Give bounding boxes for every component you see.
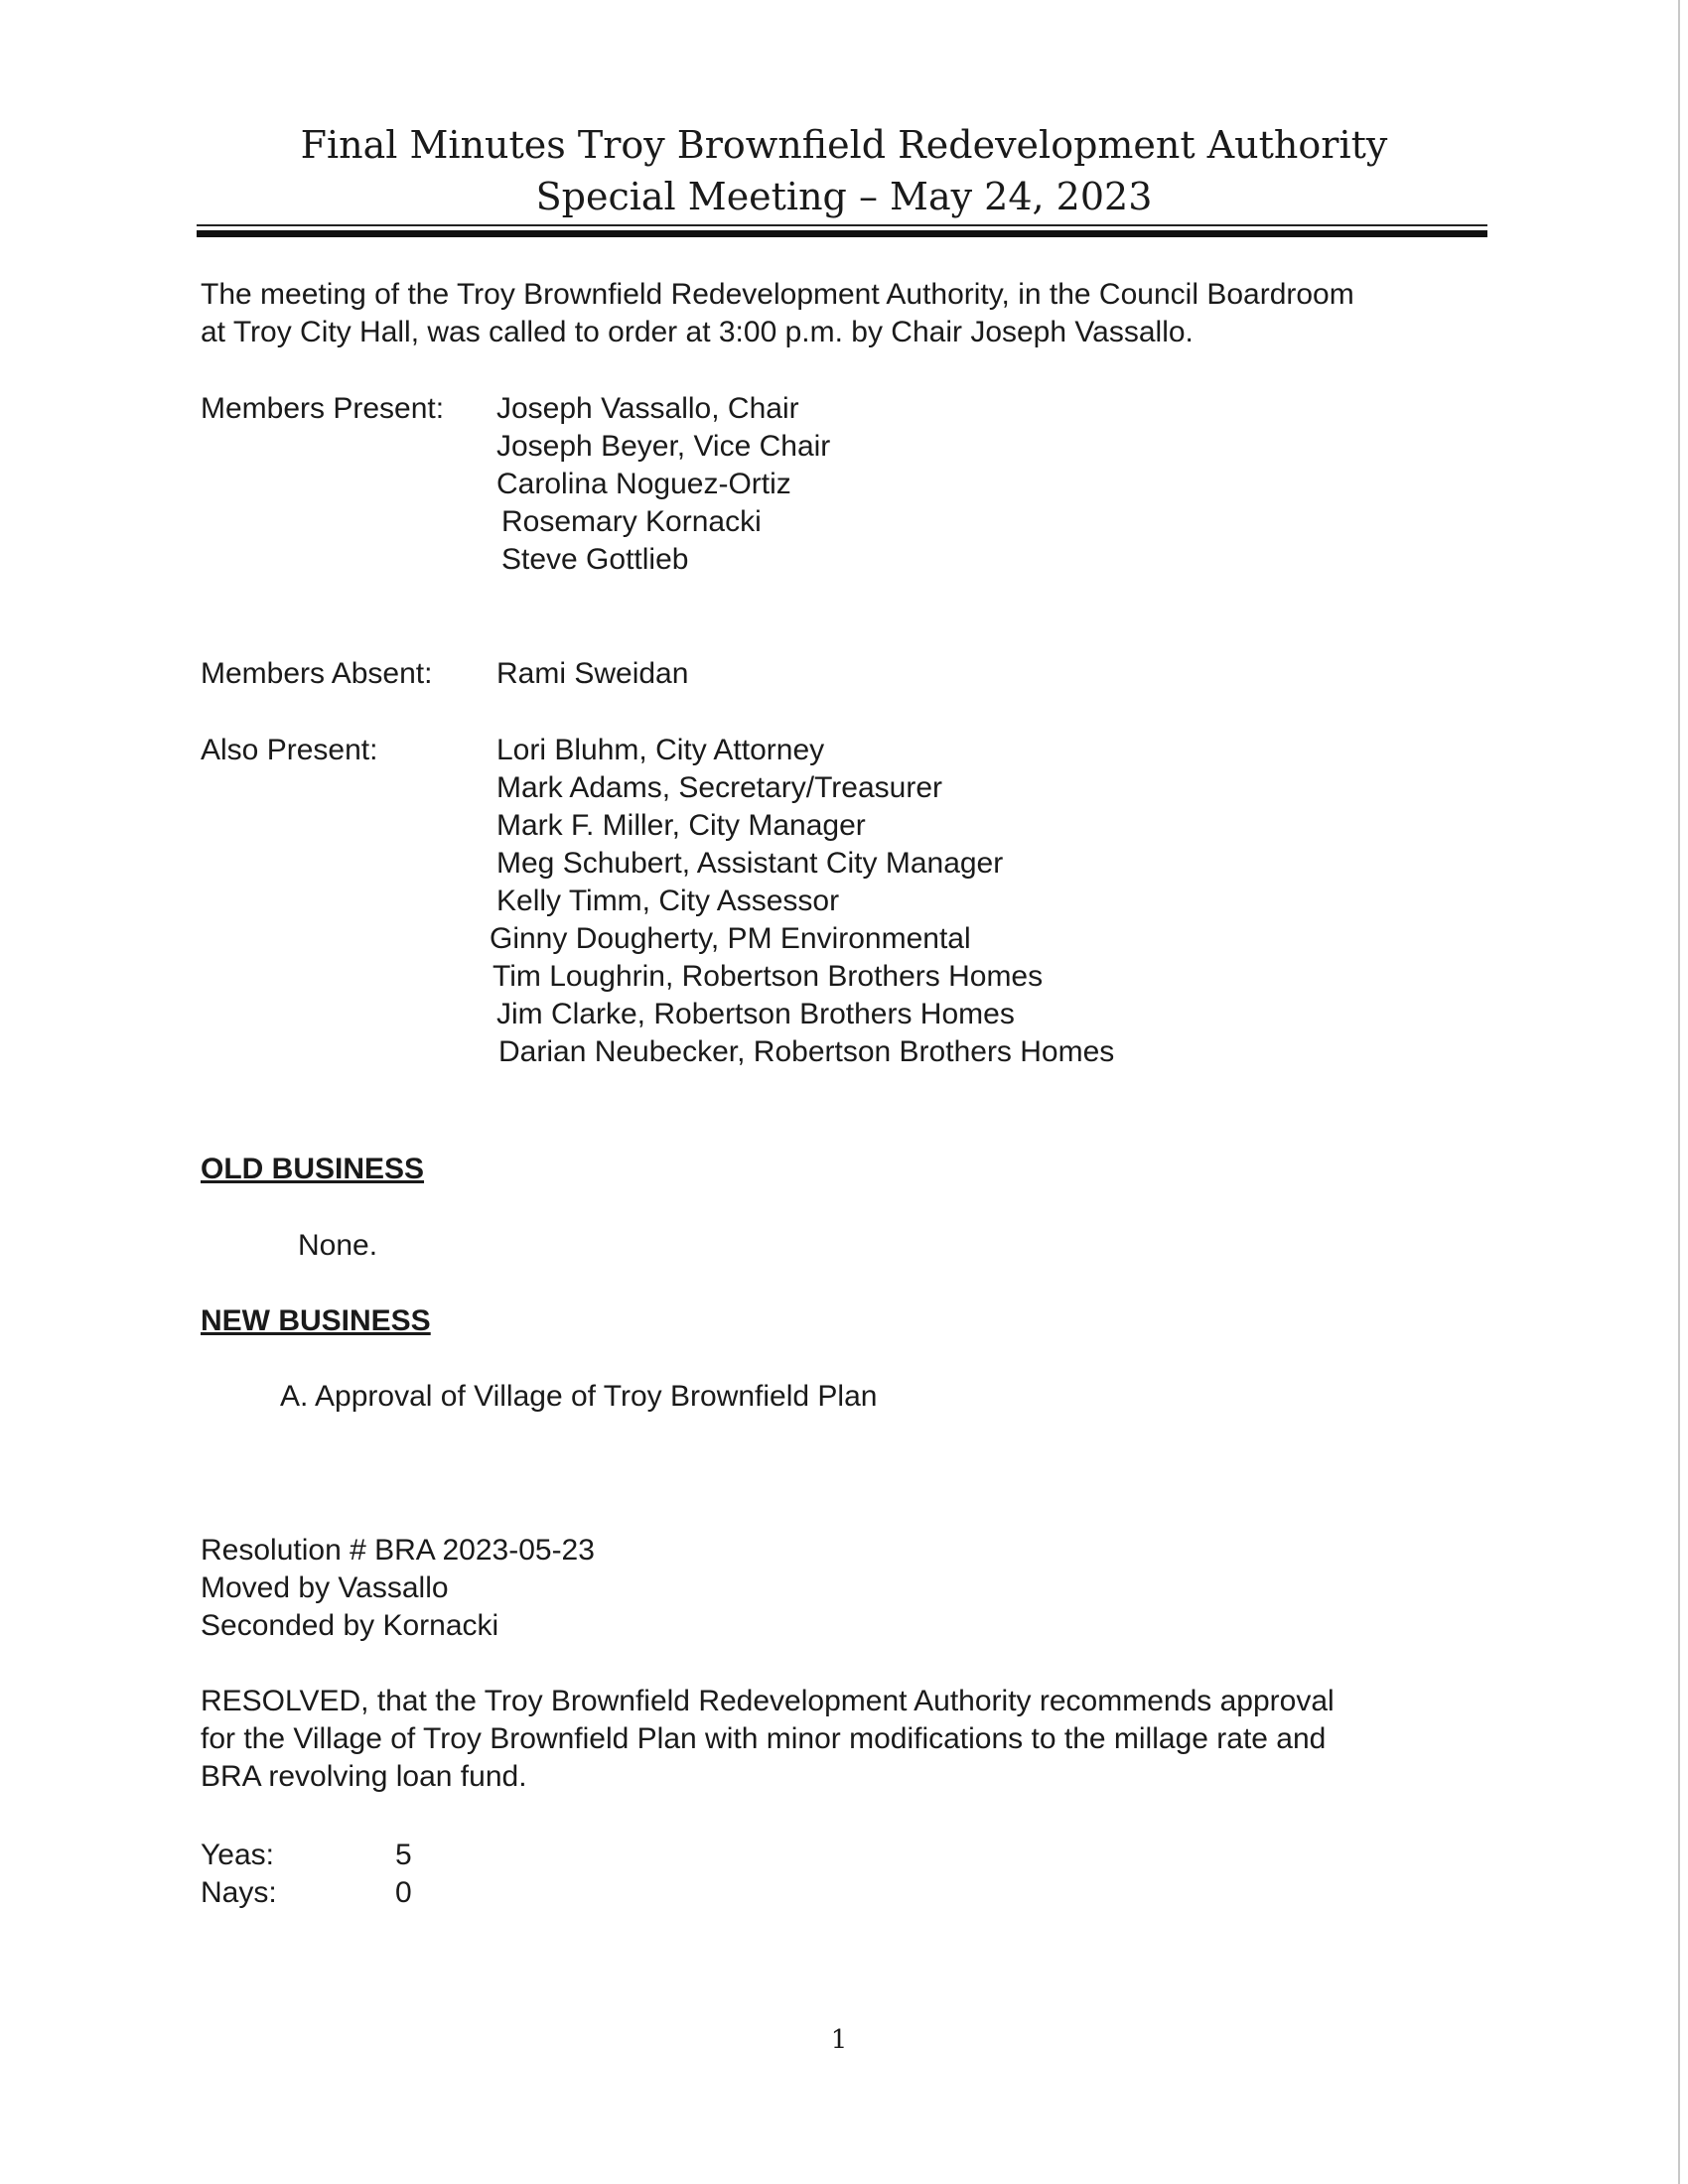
new-business-item-a: A. Approval of Village of Troy Brownfield Plan <box>280 1380 878 1413</box>
also-present-name: Mark Adams, Secretary/Treasurer <box>496 771 943 804</box>
scan-edge-line <box>1678 0 1680 2184</box>
also-present-name: Mark F. Miller, City Manager <box>496 809 866 842</box>
also-present-name: Kelly Timm, City Assessor <box>496 885 840 917</box>
nays-value: 0 <box>395 1876 412 1909</box>
members-present-name: Rosemary Kornacki <box>501 505 762 538</box>
resolution-number: Resolution # BRA 2023-05-23 <box>201 1534 595 1567</box>
yeas-value: 5 <box>395 1839 412 1871</box>
members-present-label: Members Present: <box>201 392 445 425</box>
intro-line-1: The meeting of the Troy Brownfield Redevelopment Authority, in the Council Boardroom <box>201 278 1354 311</box>
members-present-name: Joseph Vassallo, Chair <box>496 392 799 425</box>
title-rule-thin <box>197 224 1487 226</box>
members-present-name: Steve Gottlieb <box>501 543 689 576</box>
also-present-label: Also Present: <box>201 734 378 766</box>
resolution-text-line: for the Village of Troy Brownfield Plan with minor modifications to the millage rate and <box>201 1722 1327 1755</box>
members-absent-name: Rami Sweidan <box>496 657 689 690</box>
new-business-heading: NEW BUSINESS <box>201 1304 431 1337</box>
also-present-name: Lori Bluhm, City Attorney <box>496 734 825 766</box>
resolution-moved: Moved by Vassallo <box>201 1571 449 1604</box>
nays-label: Nays: <box>201 1876 277 1909</box>
resolution-text-line: BRA revolving loan fund. <box>201 1760 527 1793</box>
members-present-name: Carolina Noguez-Ortiz <box>496 468 791 500</box>
members-present-name: Joseph Beyer, Vice Chair <box>496 430 831 463</box>
old-business-heading: OLD BUSINESS <box>201 1153 425 1185</box>
intro-line-2: at Troy City Hall, was called to order at 3:00 p.m. by Chair Joseph Vassallo. <box>201 316 1194 348</box>
members-absent-label: Members Absent: <box>201 657 433 690</box>
also-present-name: Jim Clarke, Robertson Brothers Homes <box>496 998 1015 1030</box>
resolution-seconded: Seconded by Kornacki <box>201 1609 499 1642</box>
yeas-label: Yeas: <box>201 1839 274 1871</box>
also-present-name: Meg Schubert, Assistant City Manager <box>496 847 1004 880</box>
document-title: Final Minutes Troy Brownfield Redevelopment Authority <box>300 123 1388 167</box>
old-business-text: None. <box>298 1229 378 1262</box>
also-present-name: Ginny Dougherty, PM Environmental <box>490 922 971 955</box>
page-number: 1 <box>830 2025 848 2055</box>
document-subtitle: Special Meeting – May 24, 2023 <box>535 175 1153 218</box>
title-rule-thick <box>197 230 1487 237</box>
resolution-text-line: RESOLVED, that the Troy Brownfield Redevelopment Authority recommends approval <box>201 1685 1335 1717</box>
also-present-name: Tim Loughrin, Robertson Brothers Homes <box>492 960 1044 993</box>
also-present-name: Darian Neubecker, Robertson Brothers Homes <box>498 1035 1115 1068</box>
